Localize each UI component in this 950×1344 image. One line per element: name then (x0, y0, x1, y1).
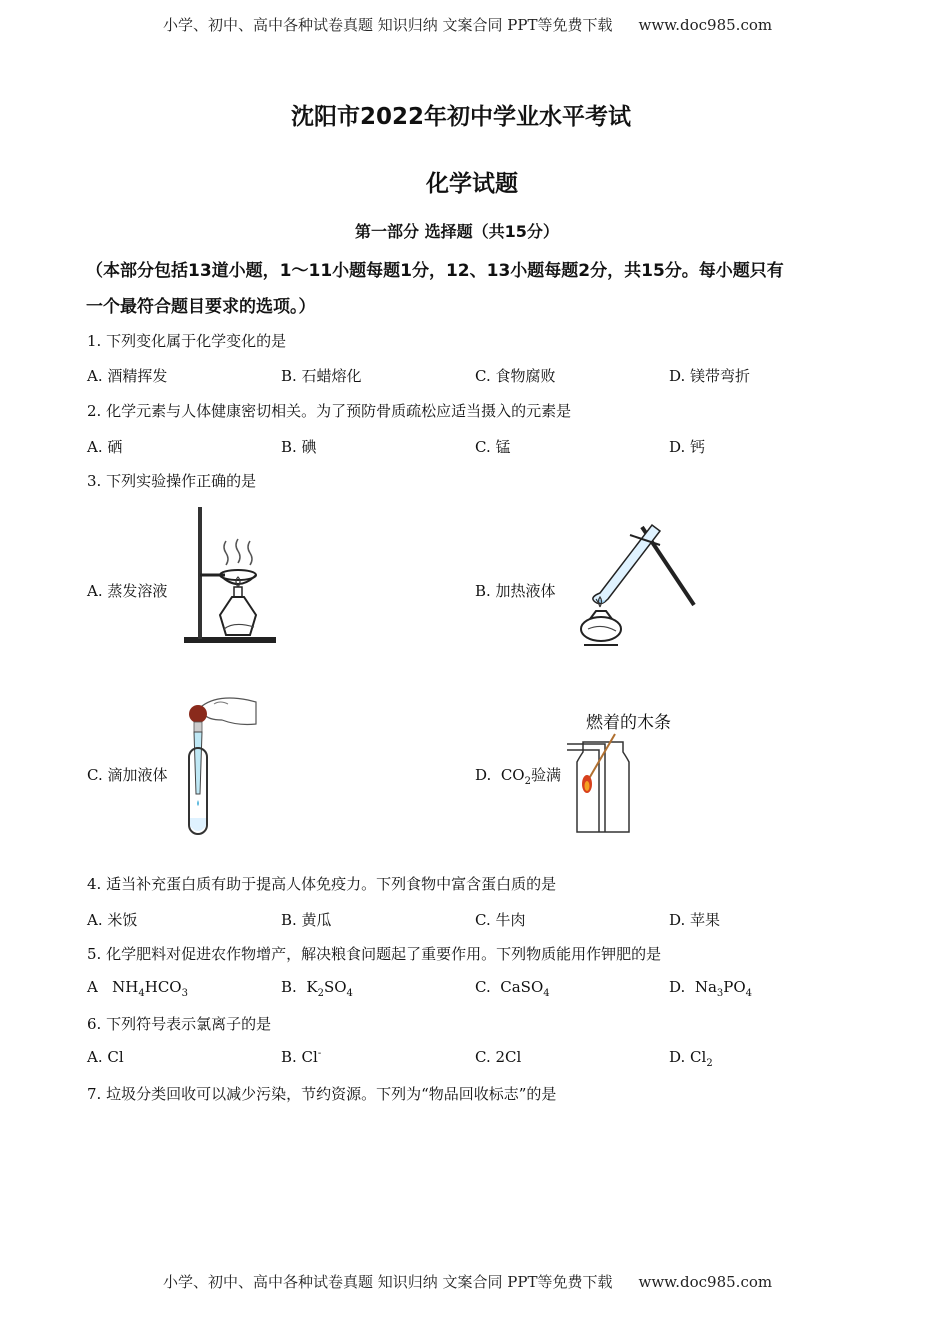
header-text: 小学、初中、高中各种试卷真题 知识归纳 文案合同 PPT等免费下载 www.doc985.com (163, 16, 773, 34)
q6-option-b: B. Cl- (281, 1048, 322, 1066)
page-subtitle: 化学试题 (426, 171, 518, 197)
co2-test-illustration (565, 730, 640, 835)
q4-option-a: A. 米饭 (87, 911, 138, 929)
q3-stem: 3. 下列实验操作正确的是 (87, 472, 257, 490)
q2-stem: 2. 化学元素与人体健康密切相关。为了预防骨质疏松应适当摄入的元素是 (87, 402, 572, 420)
page-title: 沈阳市2022年初中学业水平考试 (291, 104, 632, 130)
q6-option-d: D. $Cl_2$ (669, 1048, 713, 1069)
instructions-line1: （本部分包括13道小题，1～11小题每题1分，12、13小题每题2分，共15分。每小题只有 (86, 261, 784, 281)
footer-text: 小学、初中、高中各种试卷真题 知识归纳 文案合同 PPT等免费下载 www.doc985.com (163, 1273, 773, 1291)
evaporation-illustration (180, 505, 280, 645)
q5-option-a: A $NH_4HCO_3$ (87, 978, 188, 999)
q1-stem: 1. 下列变化属于化学变化的是 (87, 332, 287, 350)
q1-option-c: C. 食物腐败 (475, 367, 556, 385)
q4-option-c: C. 牛肉 (475, 911, 526, 929)
part-heading: 第一部分 选择题（共15分） (355, 222, 559, 241)
q5-option-b: B. $K_2SO_4$ (281, 978, 353, 999)
q1-option-a: A. 酒精挥发 (87, 367, 168, 385)
q6-option-a: A. Cl (87, 1048, 124, 1066)
burning-stick-label: 燃着的木条 (586, 713, 671, 733)
q2-option-c: C. 锰 (475, 438, 511, 456)
q6-option-c: C. 2Cl (475, 1048, 522, 1066)
q6-stem: 6. 下列符号表示氯离子的是 (87, 1015, 272, 1033)
q5-stem: 5. 化学肥料对促进农作物增产，解决粮食问题起了重要作用。下列物质能用作钾肥的是 (87, 945, 662, 963)
q1-option-b: B. 石蜡熔化 (281, 367, 362, 385)
instructions-line2: 一个最符合题目要求的选项。） (86, 297, 316, 317)
q4-stem: 4. 适当补充蛋白质有助于提高人体免疫力。下列食物中富含蛋白质的是 (87, 875, 557, 893)
header-url: www.doc985.com (638, 16, 773, 34)
q2-option-a: A. 硒 (87, 438, 123, 456)
footer-url: www.doc985.com (638, 1273, 773, 1291)
q5-option-c: C. CaSO$_4$ (475, 978, 550, 999)
q4-option-d: D. 苹果 (669, 911, 721, 929)
q1-option-d: D. 镁带弯折 (669, 367, 751, 385)
q2-option-d: D. 钙 (669, 438, 706, 456)
q3-option-a: A. 蒸发溶液 (87, 582, 168, 600)
dropper-illustration (178, 690, 258, 840)
q4-option-b: B. 黄瓜 (281, 911, 332, 929)
q5-option-d: D. $Na_3PO_4$ (669, 978, 753, 999)
q2-option-b: B. 碘 (281, 438, 317, 456)
q3-option-c: C. 滴加液体 (87, 766, 168, 784)
q3-option-d: D. $CO_2$验满 (475, 766, 561, 787)
q3-option-b: B. 加热液体 (475, 582, 556, 600)
heating-liquid-illustration (560, 515, 705, 650)
q7-stem: 7. 垃圾分类回收可以减少污染，节约资源。下列为“物品回收标志”的是 (87, 1085, 557, 1103)
